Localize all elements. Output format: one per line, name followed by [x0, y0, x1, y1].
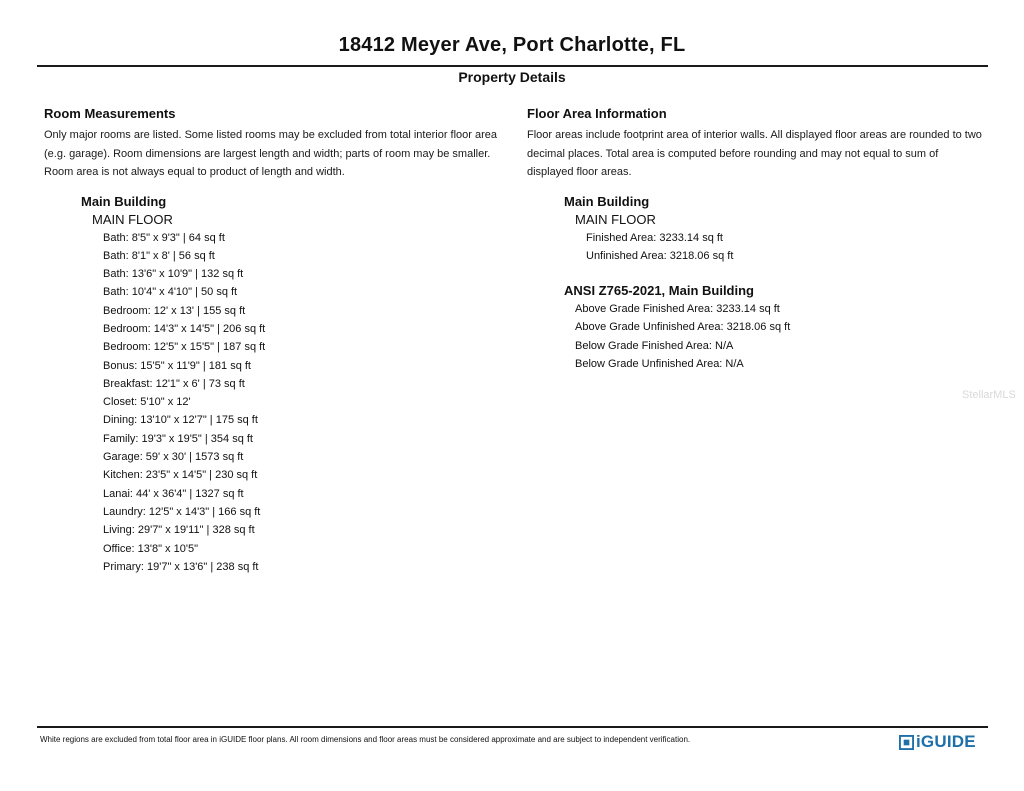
room-item: Lanai: 44' x 36'4" | 1327 sq ft [103, 487, 244, 500]
room-measurements-description: Only major rooms are listed. Some listed rooms may be excluded from total interior floor area (e.g. garage). Room dimensions are largest length and width; parts of room may be smaller. Room area is not always equal to product of length and width. [44, 129, 498, 178]
room-item: Bath: 8'5" x 9'3" | 64 sq ft [103, 231, 225, 244]
room-item: Bedroom: 14'3" x 14'5" | 206 sq ft [103, 322, 266, 335]
room-item: Bath: 10'4" x 4'10" | 50 sq ft [103, 286, 238, 299]
footer-disclaimer: White regions are excluded from total floor area in iGUIDE floor plans. All room dimensions and floor areas must be considered approximate and are subject to independent verification. [40, 735, 691, 744]
floor-area-block [564, 193, 987, 374]
room-measurements-section [44, 106, 504, 576]
room-item: Bath: 13'6" x 10'9" | 132 sq ft [103, 268, 244, 281]
room-item: Living: 29'7" x 19'11" | 328 sq ft [103, 524, 255, 537]
room-item: Garage: 59' x 30' | 1573 sq ft [103, 451, 244, 464]
room-list-block [81, 193, 504, 577]
iguide-logo-text: iGUIDE [916, 732, 976, 751]
ansi-item: Above Grade Finished Area: 3233.14 sq ft [575, 303, 780, 316]
ansi-item: Below Grade Unfinished Area: N/A [575, 357, 744, 370]
building-name: Main Building [81, 193, 167, 209]
iguide-logo [899, 731, 976, 753]
room-item: Dining: 13'10" x 12'7" | 175 sq ft [103, 414, 258, 427]
ansi-item: Below Grade Finished Area: N/A [575, 339, 734, 352]
watermark: StellarMLS [962, 389, 1016, 401]
room-item: Breakfast: 12'1" x 6' | 73 sq ft [103, 377, 245, 390]
iguide-logo-icon [899, 735, 914, 750]
finished-area: Finished Area: 3233.14 sq ft [586, 231, 723, 244]
title-divider [37, 65, 988, 67]
room-item: Closet: 5'10" x 12' [103, 396, 191, 409]
building-name: Main Building [564, 193, 650, 209]
ansi-item: Above Grade Unfinished Area: 3218.06 sq ft [575, 321, 791, 334]
page-title: 18412 Meyer Ave, Port Charlotte, FL [338, 34, 686, 56]
floor-name: MAIN FLOOR [92, 211, 173, 227]
room-item: Family: 19'3" x 19'5" | 354 sq ft [103, 432, 253, 445]
floor-area-description: Floor areas include footprint area of interior walls. All displayed floor areas are rounded to two decimal places. Total area is computed before rounding and may not equal to sum of displayed floor areas. [527, 129, 982, 178]
room-measurements-heading: Room Measurements [44, 106, 176, 121]
ansi-heading: ANSI Z765-2021, Main Building [564, 283, 754, 299]
page-subtitle: Property Details [458, 69, 566, 85]
room-item: Office: 13'8" x 10'5" [103, 542, 198, 555]
room-item: Bedroom: 12'5" x 15'5" | 187 sq ft [103, 341, 266, 354]
ansi-list [564, 300, 987, 373]
room-item: Bath: 8'1" x 8' | 56 sq ft [103, 249, 215, 262]
room-item: Laundry: 12'5" x 14'3" | 166 sq ft [103, 505, 261, 518]
room-item: Kitchen: 23'5" x 14'5" | 230 sq ft [103, 469, 258, 482]
room-item: Bedroom: 12' x 13' | 155 sq ft [103, 304, 246, 317]
unfinished-area: Unfinished Area: 3218.06 sq ft [586, 249, 734, 262]
room-list [81, 229, 504, 577]
floor-area-section [527, 106, 987, 373]
footer-divider [37, 726, 988, 728]
room-item: Primary: 19'7" x 13'6" | 238 sq ft [103, 560, 259, 573]
floor-name: MAIN FLOOR [575, 211, 656, 227]
floor-area-heading: Floor Area Information [527, 106, 667, 121]
room-item: Bonus: 15'5" x 11'9" | 181 sq ft [103, 359, 251, 372]
